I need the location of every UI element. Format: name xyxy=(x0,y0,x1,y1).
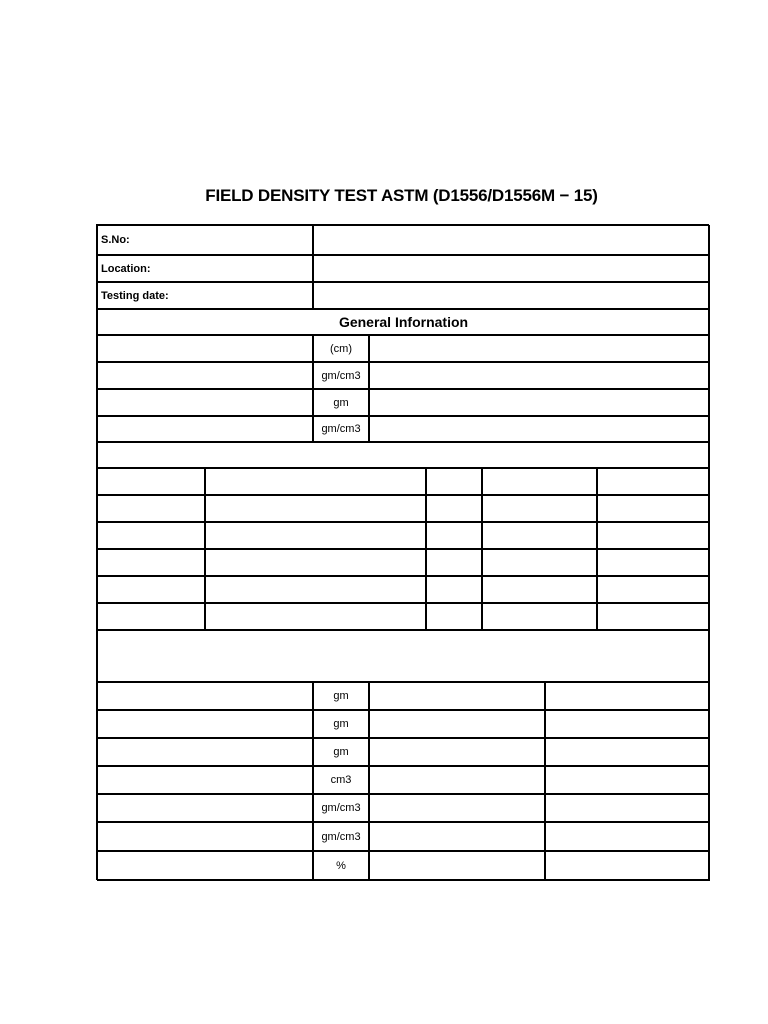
general-info-label xyxy=(97,362,313,389)
general-info-value[interactable] xyxy=(369,362,710,389)
section3-label xyxy=(97,710,313,738)
section3-value-1[interactable] xyxy=(369,682,545,710)
section3-label xyxy=(97,822,313,851)
section2-cell[interactable] xyxy=(97,495,205,522)
section3-value-2[interactable] xyxy=(545,738,710,766)
general-info-value[interactable] xyxy=(369,389,710,416)
section3-value-2[interactable] xyxy=(545,682,710,710)
section3-label xyxy=(97,682,313,710)
section2-cell[interactable] xyxy=(426,495,482,522)
header-field-value[interactable] xyxy=(313,282,710,309)
section2-cell[interactable] xyxy=(97,522,205,549)
header-field-value[interactable] xyxy=(313,255,710,282)
section3-label xyxy=(97,766,313,794)
section3-value-1[interactable] xyxy=(369,738,545,766)
section2-cell[interactable] xyxy=(482,468,597,495)
section3-unit: cm3 xyxy=(313,766,369,794)
section3-heading xyxy=(97,630,710,682)
section2-cell[interactable] xyxy=(205,522,426,549)
general-info-unit: gm xyxy=(313,389,369,416)
document-title: FIELD DENSITY TEST ASTM (D1556/D1556M − 15) xyxy=(205,186,598,205)
section3-unit: gm/cm3 xyxy=(313,794,369,822)
section3-value-1[interactable] xyxy=(369,822,545,851)
section3-unit: gm xyxy=(313,738,369,766)
section2-cell[interactable] xyxy=(97,549,205,576)
header-field-value[interactable] xyxy=(313,225,710,255)
section2-cell[interactable] xyxy=(597,468,710,495)
section2-cell[interactable] xyxy=(97,468,205,495)
general-info-unit: gm/cm3 xyxy=(313,362,369,389)
header-field-label: S.No: xyxy=(97,225,313,255)
section3-value-2[interactable] xyxy=(545,794,710,822)
section2-cell[interactable] xyxy=(482,549,597,576)
header-field-label: Location: xyxy=(97,255,313,282)
section2-cell[interactable] xyxy=(205,468,426,495)
section3-value-2[interactable] xyxy=(545,710,710,738)
section3-value-1[interactable] xyxy=(369,794,545,822)
section3-value-1[interactable] xyxy=(369,766,545,794)
section3-label xyxy=(97,794,313,822)
section3-value-1[interactable] xyxy=(369,851,545,881)
section2-cell[interactable] xyxy=(97,576,205,603)
section2-cell[interactable] xyxy=(97,603,205,630)
general-info-label xyxy=(97,335,313,362)
section3-value-1[interactable] xyxy=(369,710,545,738)
section3-label xyxy=(97,738,313,766)
header-field-label: Testing date: xyxy=(97,282,313,309)
test-form-table xyxy=(96,224,709,880)
general-info-value[interactable] xyxy=(369,335,710,362)
general-info-label xyxy=(97,416,313,442)
section2-cell[interactable] xyxy=(205,603,426,630)
section2-heading xyxy=(97,442,710,468)
general-info-value[interactable] xyxy=(369,416,710,442)
general-info-unit: (cm) xyxy=(313,335,369,362)
section2-cell[interactable] xyxy=(426,468,482,495)
section2-cell[interactable] xyxy=(482,522,597,549)
section3-unit: gm xyxy=(313,682,369,710)
section3-value-2[interactable] xyxy=(545,851,710,881)
section3-value-2[interactable] xyxy=(545,766,710,794)
section3-unit: gm xyxy=(313,710,369,738)
section2-cell[interactable] xyxy=(426,522,482,549)
general-information-heading: General Infornation xyxy=(97,309,710,335)
section2-cell[interactable] xyxy=(205,576,426,603)
section2-cell[interactable] xyxy=(597,603,710,630)
section3-unit: % xyxy=(313,851,369,881)
general-info-label xyxy=(97,389,313,416)
section2-cell[interactable] xyxy=(597,495,710,522)
section2-cell[interactable] xyxy=(482,495,597,522)
section2-cell[interactable] xyxy=(205,495,426,522)
section2-cell[interactable] xyxy=(597,549,710,576)
general-info-unit: gm/cm3 xyxy=(313,416,369,442)
section2-cell[interactable] xyxy=(597,522,710,549)
section2-cell[interactable] xyxy=(482,576,597,603)
section2-cell[interactable] xyxy=(426,576,482,603)
section2-cell[interactable] xyxy=(426,603,482,630)
section2-cell[interactable] xyxy=(482,603,597,630)
section3-label xyxy=(97,851,313,881)
section3-value-2[interactable] xyxy=(545,822,710,851)
section3-unit: gm/cm3 xyxy=(313,822,369,851)
section2-cell[interactable] xyxy=(205,549,426,576)
section2-cell[interactable] xyxy=(597,576,710,603)
section2-cell[interactable] xyxy=(426,549,482,576)
